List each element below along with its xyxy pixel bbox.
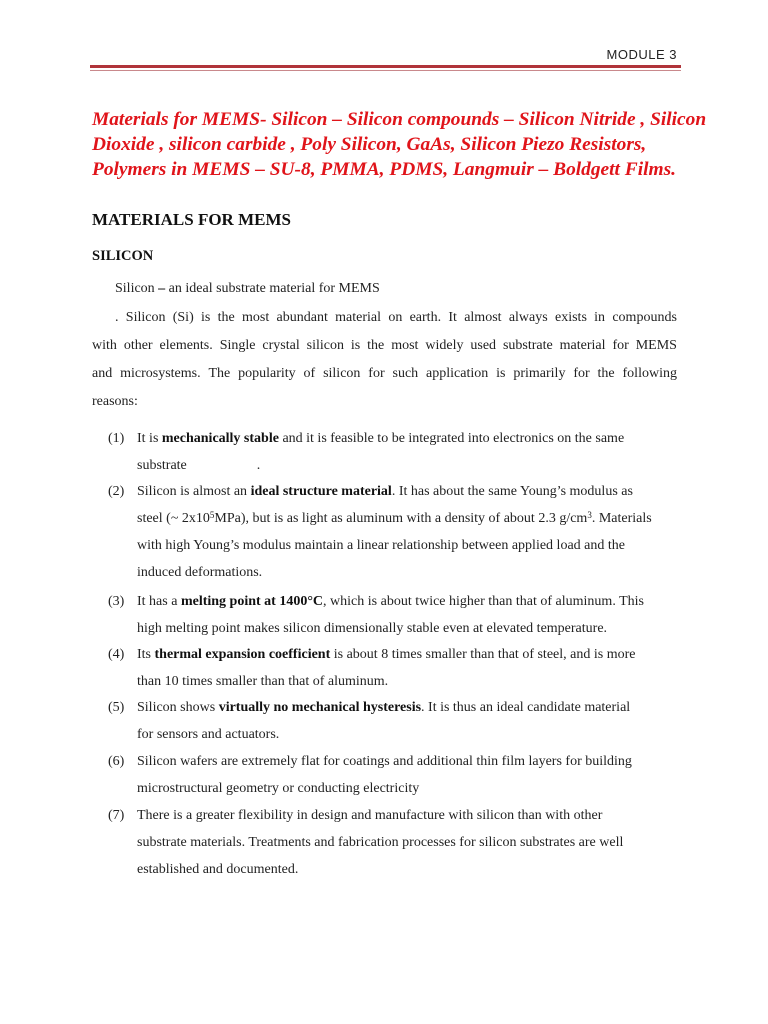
reason-text: is about 8 times smaller than that of steel, and is more: [330, 647, 636, 662]
list-number: (1): [108, 431, 125, 446]
paragraph-word: abundant: [276, 310, 328, 325]
paragraph-word: Single: [219, 338, 256, 353]
reason-text: than 10 times smaller than that of aluminum.: [137, 674, 389, 689]
reason-text: Silicon wafers are extremely flat for coatings and additional thin film layers for building: [137, 754, 632, 769]
paragraph-word: used: [470, 338, 497, 353]
reason-text: Silicon is almost an: [137, 484, 251, 499]
paragraph-word: for: [612, 338, 629, 353]
reason-text: with high Young’s modulus maintain a linear relationship between applied load and the: [137, 538, 625, 553]
intro-line: [115, 281, 380, 297]
paragraph-word: almost: [464, 310, 502, 325]
reason-text: . It has about the same Young’s modulus as: [391, 484, 633, 499]
reason-text: substrate .: [137, 458, 261, 473]
paragraph-word: Silicon: [125, 310, 166, 325]
paragraph-word: is: [496, 366, 506, 381]
reason-bold: melting point at 1400°C: [180, 594, 324, 609]
reason-text: for sensors and actuators.: [137, 727, 280, 742]
header-rule-thin: [90, 70, 681, 71]
paragraph-word: always: [508, 310, 548, 325]
intro-rest: an ideal substrate material for MEMS: [168, 281, 380, 296]
paragraph-word: substrate: [502, 338, 553, 353]
reason-text: It has a: [137, 594, 181, 609]
subsection-title: SILICON: [92, 248, 154, 264]
reason-text: . It is thus an ideal candidate material: [421, 700, 631, 715]
paragraph-word: silicon: [306, 338, 344, 353]
paragraph-word: compounds: [612, 310, 677, 325]
superscript: 5: [209, 510, 215, 520]
reason-text: It is: [137, 431, 162, 446]
paragraph-line: [92, 360, 677, 388]
topic-heading: [92, 107, 737, 182]
reason-text: established and documented.: [137, 862, 299, 877]
paragraph-word: the: [367, 338, 385, 353]
paragraph-line: [92, 388, 677, 416]
paragraph-word: popularity: [238, 366, 296, 381]
paragraph-word: widely: [425, 338, 464, 353]
paragraph-word: such: [392, 366, 419, 381]
reason-bold: virtually no mechanical hysteresis: [218, 700, 422, 715]
paragraph-word: earth.: [409, 310, 442, 325]
paragraph-word: and: [92, 366, 113, 381]
paragraph-word: most: [242, 310, 270, 325]
intro-dash: –: [154, 281, 169, 296]
reason-text: Its: [137, 647, 155, 662]
list-number: (3): [108, 594, 125, 609]
paragraph-line: [92, 304, 677, 332]
paragraph-word: with: [92, 338, 117, 353]
paragraph-word: for: [368, 366, 385, 381]
paragraph-word: MEMS: [635, 338, 677, 353]
list-number: (7): [108, 808, 125, 823]
paragraph-word: of: [303, 366, 316, 381]
paragraph-line: [92, 332, 677, 360]
paragraph-word: the: [217, 310, 235, 325]
header-rule-thick: [90, 65, 681, 68]
reason-text: induced deformations.: [137, 565, 263, 580]
paragraph-word: elements.: [159, 338, 213, 353]
paragraph-word: .: [115, 310, 119, 325]
paragraph-word: on: [388, 310, 403, 325]
reason-bold: ideal structure material: [250, 484, 392, 499]
paragraph-word: silicon: [323, 366, 361, 381]
paragraph-word: material: [335, 310, 382, 325]
paragraph-text: reasons:: [92, 394, 138, 409]
reason-text: substrate materials. Treatments and fabrication processes for silicon substrates are well: [137, 835, 624, 850]
list-number: (6): [108, 754, 125, 769]
paragraph-word: crystal: [262, 338, 300, 353]
paragraph-word: (Si): [172, 310, 194, 325]
paragraph-word: other: [123, 338, 153, 353]
list-number: (5): [108, 700, 125, 715]
reason-text: Silicon shows: [137, 700, 219, 715]
paragraph-word: microsystems.: [120, 366, 201, 381]
topic-heading-line: Materials for MEMS- Silicon – Silicon compounds – Silicon Nitride , Silicon: [92, 109, 707, 130]
reason-text: MPa), but is as light as aluminum with a density of about 2.3 g/cm: [214, 511, 588, 526]
module-label: MODULE 3: [606, 47, 677, 62]
paragraph-word: for: [573, 366, 590, 381]
paragraph-word: It: [448, 310, 457, 325]
reason-bold: thermal expansion coefficient: [154, 647, 331, 662]
paragraph-word: application: [426, 366, 489, 381]
paragraph-word: most: [391, 338, 419, 353]
paragraph-word: is: [350, 338, 361, 353]
paragraph-word: following: [622, 366, 677, 381]
topic-heading-line: Polymers in MEMS – SU-8, PMMA, PDMS, Langmuir – Boldgett Films.: [92, 159, 676, 180]
reason-text: microstructural geometry or conducting electricity: [137, 781, 420, 796]
superscript: 3: [587, 510, 592, 520]
paragraph-word: The: [208, 366, 231, 381]
reason-text: . Materials: [591, 511, 652, 526]
paragraph-word: primarily: [513, 366, 566, 381]
reason-bold: mechanically stable: [161, 431, 279, 446]
paragraph-word: exists: [555, 310, 587, 325]
body-paragraph: [92, 304, 677, 416]
topic-heading-line: Dioxide , silicon carbide , Poly Silicon, GaAs, Silicon Piezo Resistors,: [92, 134, 647, 155]
paragraph-word: the: [597, 366, 615, 381]
reason-text: high melting point makes silicon dimensionally stable even at elevated temperature.: [137, 621, 608, 636]
reason-text: , which is about twice higher than that of aluminum. This: [323, 594, 644, 609]
reason-text: and it is feasible to be integrated into electronics on the same: [278, 431, 625, 446]
section-title: MATERIALS FOR MEMS: [92, 210, 291, 229]
reason-text: steel (~ 2x10: [137, 511, 210, 526]
list-number: (4): [108, 647, 125, 662]
list-number: (2): [108, 484, 125, 499]
paragraph-word: is: [201, 310, 211, 325]
intro-term: Silicon: [115, 281, 155, 296]
paragraph-word: in: [594, 310, 606, 325]
reason-text: There is a greater flexibility in design and manufacture with silicon than with other: [137, 808, 603, 823]
paragraph-word: material: [559, 338, 606, 353]
